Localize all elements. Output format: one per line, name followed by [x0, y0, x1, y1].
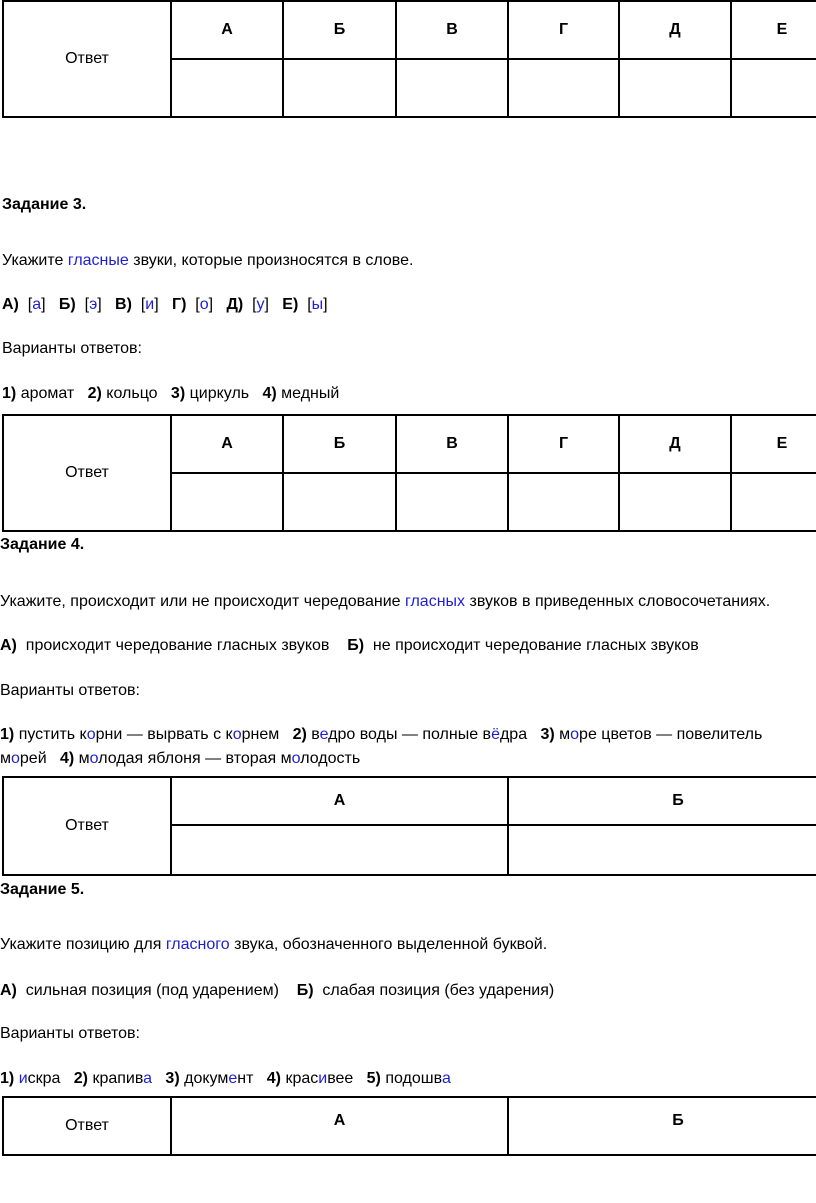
answer-cell[interactable] [731, 473, 816, 531]
task3-options: А) [а] Б) [э] В) [и] Г) [о] Д) [у] Е) [ы] [2, 296, 328, 313]
column-header: А [171, 1097, 508, 1155]
column-header: Б [508, 777, 816, 825]
column-header: В [396, 415, 508, 473]
answer-cell[interactable] [283, 473, 396, 531]
task3-words: 1) аромат 2) кольцо 3) циркуль 4) медный [2, 385, 340, 402]
column-header: Г [508, 1, 619, 59]
task4-variants-label: Варианты ответов: [0, 682, 140, 699]
answer-label: Ответ [3, 777, 171, 875]
answer-table-task3 [2, 414, 816, 532]
column-header: А [171, 1, 283, 59]
answer-table-task4 [2, 776, 816, 876]
column-header: А [171, 415, 283, 473]
task4-options: А) происходит чередование гласных звуков Б) не происходит чередование гласных звуков [0, 637, 699, 654]
task4-line1: 1) пустить корни — вырвать с корнем 2) ведро воды — полные вёдра 3) море цветов — повелитель [0, 726, 763, 743]
task4-question: Укажите, происходит или не происходит чередование гласных звуков в приведенных словосочетаниях. [0, 593, 771, 610]
task5-variants-label: Варианты ответов: [0, 1025, 140, 1042]
answer-cell[interactable] [171, 825, 508, 875]
answer-cell[interactable] [508, 59, 619, 117]
answer-table-task5 [2, 1096, 816, 1156]
answer-cell[interactable] [508, 825, 816, 875]
answer-cell[interactable] [731, 59, 816, 117]
task3-variants-label: Варианты ответов: [2, 340, 142, 357]
task5-question: Укажите позицию для гласного звука, обозначенного выделенной буквой. [0, 936, 548, 953]
column-header: Е [731, 415, 816, 473]
task5-options: А) сильная позиция (под ударением) Б) слабая позиция (без ударения) [0, 982, 555, 999]
answer-table-task2 [2, 0, 816, 118]
column-header: Д [619, 1, 731, 59]
answer-label: Ответ [3, 415, 171, 531]
answer-cell[interactable] [396, 473, 508, 531]
column-header: Б [283, 415, 396, 473]
column-header: Г [508, 415, 619, 473]
answer-cell[interactable] [283, 59, 396, 117]
task3-question: Укажите гласные звуки, которые произносятся в слове. [2, 252, 414, 269]
answer-label: Ответ [3, 1, 171, 117]
task5-title: Задание 5. [0, 881, 85, 898]
task3-title: Задание 3. [2, 196, 87, 213]
answer-cell[interactable] [396, 59, 508, 117]
column-header: Е [731, 1, 816, 59]
task5-words: 1) искра 2) крапива 3) документ 4) красивее 5) подошва [0, 1070, 451, 1087]
column-header: Б [283, 1, 396, 59]
answer-cell[interactable] [171, 59, 283, 117]
task4-line2: морей 4) молодая яблоня — вторая молодость [0, 750, 361, 767]
answer-label: Ответ [3, 1097, 171, 1155]
column-header: В [396, 1, 508, 59]
task4-title: Задание 4. [0, 536, 85, 553]
column-header: А [171, 777, 508, 825]
answer-cell[interactable] [619, 473, 731, 531]
answer-cell[interactable] [619, 59, 731, 117]
answer-cell[interactable] [508, 473, 619, 531]
answer-cell[interactable] [171, 473, 283, 531]
column-header: Б [508, 1097, 816, 1155]
column-header: Д [619, 415, 731, 473]
